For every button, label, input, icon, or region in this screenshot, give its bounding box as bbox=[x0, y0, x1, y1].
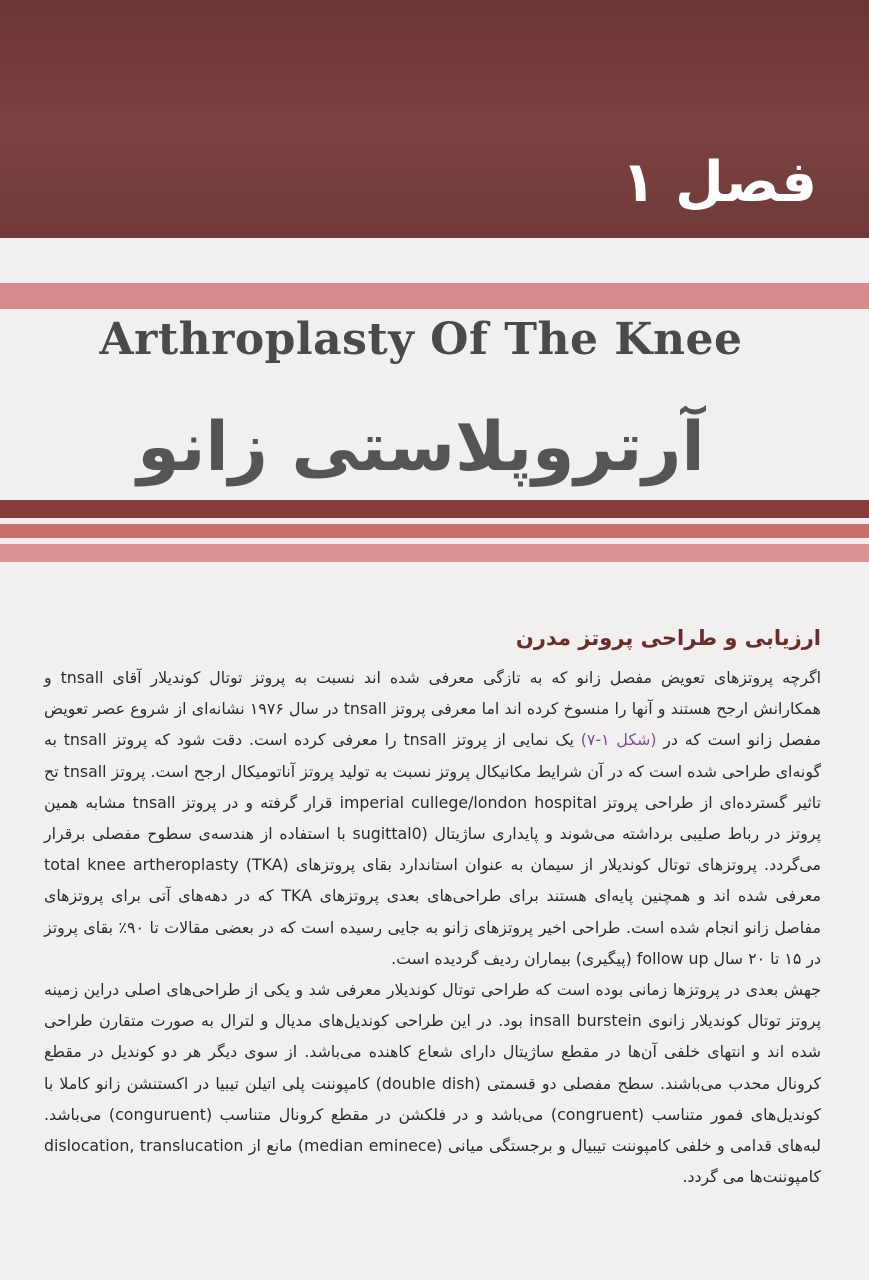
english-title: Arthroplasty Of The Knee bbox=[99, 314, 743, 365]
figure-reference-link[interactable]: (شکل ۱-۷) bbox=[580, 730, 657, 750]
chapter-header-band bbox=[0, 0, 869, 238]
paragraph-1-part-a: اگرچه پروتزهای تعویض مفصل زانو که به تازگی معرفی شده اند نسبت به پروتز توتال کوندیلار آقای tnsall و همکارانش ارجح هستند و آنها را منسوخ کرده اند اما معرفی پروتز tnsall در سال ۱۹۷۶ نشانه‌ای از شروع عصر تعویض مفصل زانو است که در bbox=[44, 668, 822, 750]
divider-stripe-dark bbox=[0, 500, 869, 518]
persian-title: آرتروپلاستی زانو bbox=[137, 408, 705, 487]
paragraph-2: جهش بعدی در پروتزها زمانی بوده است که طراحی توتال کوندیلار معرفی شد و یکی از طراحی‌های اصلی دراین زمینه پروتز توتال کوندیلار زانوی insall burstein بود. در این طراحی کوندیل‌های مدیال و لترال به صورت متقارن طراحی شده اند و انتهای خلفی آن‌ها در مقطع ساژیتال دارای شعاع کاهنده می‌باشد. از سوی دیگر هر دو کوندیل در مقطع کرونال محدب می‌باشند. سطح مفصلی دو قسمتی (double dish) کامپوننت پلی اتیلن تیبیا در اکستنشن زانو کاملا با کوندیل‌های فمور متناسب (congruent) می‌باشد و در فلکشن در مقطع کرونال متناسب (conguruent) می‌باشد. لبه‌های قدامی و خلفی کامپوننت تیبیال و برجستگی میانی (median eminece) مانع از dislocation, translucation کامپوننت‌ها می گردد. bbox=[44, 980, 821, 1187]
divider-stripe-top bbox=[0, 283, 869, 309]
paragraph-1 bbox=[44, 662, 821, 974]
section-heading: ارزیابی و طراحی پروتز مدرن bbox=[515, 626, 821, 650]
paragraph-1-part-b: یک نمایی از پروتز tnsall را معرفی کرده است. دقت شود که پروتز tnsall به گونه‌ای طراحی شده است که در آن شرایط مکانیکال پروتز نسبت به تولید پروتز آناتومیکال ارجح است. پروتز tnsall تح تاثیر گسترده‌ای از طراحی پروتز imperial cullege/london hospital قرار گرفته و در پروتز tnsall مشابه همین پروتز در رباط صلیبی برداشته می‌شوند و پایداری ساژیتال (sugittal0 با استفاده از هندسه‌ی سطوح مفصلی برقرار می‌گردد. پروتزهای توتال کوندیلار از سیمان به عنوان استاندارد بقای پروتزهای total knee artheroplasty (TKA) معرفی شده اند و همچنین پایه‌ای هستند برای طراحی‌های بعدی پروتزهای TKA که در دهه‌های آتی برای پروتزهای مفاصل زانو انجام شده است. طراحی اخیر پروتزهای زانو به جایی رسیده است که در بعضی مقالات تا ۹۰٪ بقای پروتز در ۱۵ تا ۲۰ سال follow up (پیگیری) بیماران ردیف گردیده است. bbox=[44, 730, 822, 968]
body-text bbox=[44, 662, 821, 1192]
divider-stripe-mid bbox=[0, 524, 869, 538]
chapter-title: فصل ۱ bbox=[621, 150, 817, 215]
divider-stripe-light bbox=[0, 544, 869, 562]
